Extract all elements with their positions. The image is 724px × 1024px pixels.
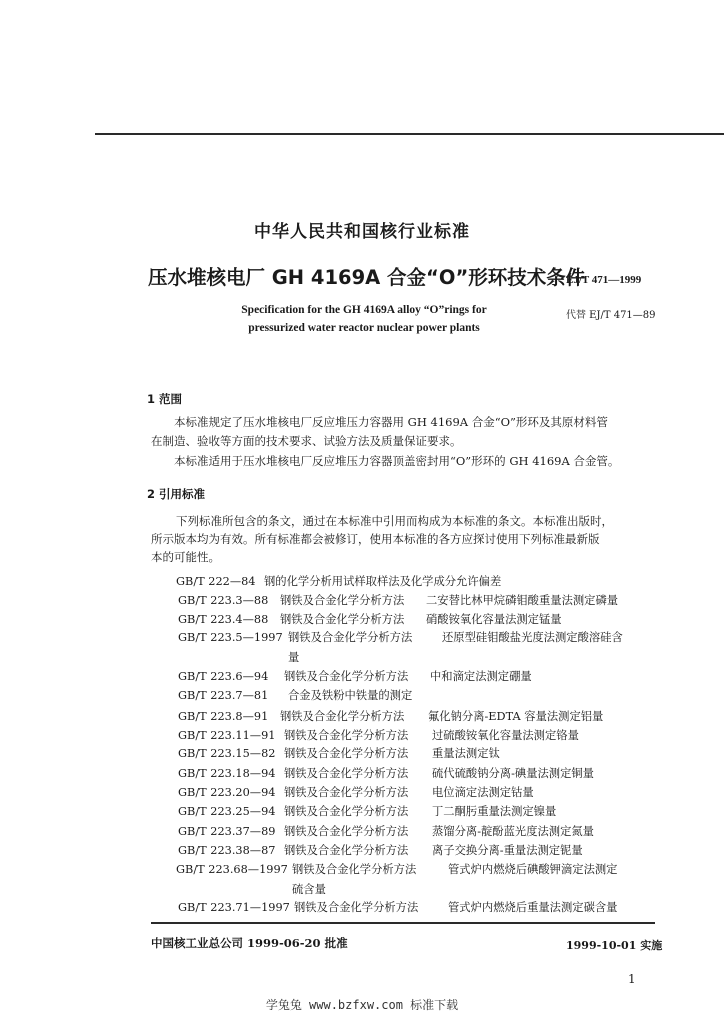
reference-code: GB/T 223.38—87 xyxy=(178,844,276,857)
reference-method: 丁二酮肟重量法测定镍量 xyxy=(432,805,557,818)
reference-method: 硝酸铵氧化容量法测定锰量 xyxy=(426,613,562,626)
reference-code: GB/T 223.7—81 xyxy=(178,689,269,702)
reference-title: 钢铁及合金化学分析方法 xyxy=(284,844,409,857)
reference-title: 钢铁及合金化学分析方法 xyxy=(288,631,413,644)
refs-intro-line3: 本的可能性。 xyxy=(151,550,220,564)
reference-method: 过硫酸铵氧化容量法测定铬量 xyxy=(432,729,579,742)
reference-method: 还原型硅钼酸盐光度法测定酸溶硅含 xyxy=(442,631,623,644)
bottom-rule xyxy=(151,922,655,924)
reference-method: 氟化钠分离-EDTA 容量法测定铝量 xyxy=(428,710,604,723)
reference-method: 中和滴定法测定硼量 xyxy=(430,670,532,683)
top-rule xyxy=(95,133,724,135)
reference-title: 钢铁及合金化学分析方法 xyxy=(284,729,409,742)
reference-code: GB/T 223.6—94 xyxy=(178,670,269,683)
reference-code: GB/T 223.4—88 xyxy=(178,613,269,626)
reference-item xyxy=(176,573,501,589)
reference-code: GB/T 223.20—94 xyxy=(178,786,276,799)
reference-title: 钢铁及合金化学分析方法 xyxy=(294,901,419,914)
reference-title: 钢铁及合金化学分析方法 xyxy=(284,786,409,799)
reference-item xyxy=(178,745,500,761)
reference-method: 离子交换分离-重量法测定铌量 xyxy=(432,844,583,857)
reference-method: 电位滴定法测定钴量 xyxy=(432,786,534,799)
reference-title: 钢铁及合金化学分析方法 xyxy=(284,825,409,838)
reference-code: GB/T 223.15—82 xyxy=(178,747,276,760)
reference-code: GB/T 222—84 xyxy=(176,575,256,588)
reference-title: 合金及铁粉中铁量的测定 xyxy=(288,689,413,702)
reference-item xyxy=(178,611,562,627)
watermark-footer: 学兔兔 www.bzfxw.com 标准下载 xyxy=(265,998,459,1012)
reference-item xyxy=(176,861,617,897)
reference-item xyxy=(178,803,556,819)
reference-method: 蒸馏分离-靛酚蓝光度法测定氮量 xyxy=(432,825,594,838)
reference-code: GB/T 223.18—94 xyxy=(178,767,276,780)
reference-method: 重量法测定钛 xyxy=(432,747,500,760)
reference-title: 钢铁及合金化学分析方法 xyxy=(284,747,409,760)
reference-item xyxy=(178,842,583,858)
reference-code: GB/T 223.37—89 xyxy=(178,825,276,838)
reference-item xyxy=(178,727,579,743)
reference-code: GB/T 223.25—94 xyxy=(178,805,276,818)
reference-method: 二安替比林甲烷磷钼酸重量法测定磷量 xyxy=(426,594,619,607)
reference-item xyxy=(178,765,594,781)
reference-title: 钢铁及合金化学分析方法 xyxy=(292,863,417,876)
reference-method-continued: 硫含量 xyxy=(292,883,326,896)
reference-title: 钢铁及合金化学分析方法 xyxy=(284,805,409,818)
reference-method-continued: 量 xyxy=(288,651,300,664)
english-title-line1: Specification for the GH 4169A alloy “O”rings for xyxy=(241,304,487,316)
reference-item xyxy=(178,708,603,724)
standard-title: 压水堆核电厂 GH 4169A 合金“O”形环技术条件 xyxy=(148,266,586,289)
reference-item xyxy=(178,668,532,684)
reference-title: 钢的化学分析用试样取样法及化学成分允许偏差 xyxy=(264,575,502,588)
reference-code: GB/T 223.11—91 xyxy=(178,729,276,742)
reference-code: GB/T 223.68—1997 xyxy=(176,863,288,876)
reference-code: GB/T 223.71—1997 xyxy=(178,901,290,914)
approval-statement: 中国核工业总公司 1999-06-20 批准 xyxy=(151,936,348,950)
reference-title: 钢铁及合金化学分析方法 xyxy=(280,594,405,607)
reference-item xyxy=(178,687,412,703)
standard-number: EJ/T 471—1999 xyxy=(566,274,642,286)
reference-item xyxy=(178,592,618,608)
english-title-line2: pressurized water reactor nuclear power plants xyxy=(248,322,480,334)
refs-intro-line2: 所示版本均为有效。所有标准都会被修订，使用本标准的各方应探讨使用下列标准最新版 xyxy=(151,532,600,546)
reference-method: 管式炉内燃烧后碘酸钾滴定法测定 xyxy=(448,863,618,876)
reference-code: GB/T 223.8—91 xyxy=(178,710,269,723)
effective-date: 1999-10-01 实施 xyxy=(566,939,663,952)
reference-title: 钢铁及合金化学分析方法 xyxy=(284,670,409,683)
scope-para2: 本标准适用于压水堆核电厂反应堆压力容器顶盖密封用“O”形环的 GH 4169A 合金管。 xyxy=(174,454,620,468)
reference-method: 管式炉内燃烧后重量法测定碳含量 xyxy=(448,901,618,914)
reference-item xyxy=(178,629,623,665)
scope-para1-line2: 在制造、验收等方面的技术要求、试验方法及质量保证要求。 xyxy=(151,434,462,448)
reference-item xyxy=(178,784,534,800)
reference-title: 钢铁及合金化学分析方法 xyxy=(280,613,405,626)
issuing-authority: 中华人民共和国核行业标准 xyxy=(254,222,470,242)
refs-intro-line1: 下列标准所包含的条文，通过在本标准中引用而构成为本标准的条文。本标准出版时， xyxy=(176,514,613,528)
reference-code: GB/T 223.3—88 xyxy=(178,594,269,607)
reference-item xyxy=(178,899,617,915)
reference-title: 钢铁及合金化学分析方法 xyxy=(280,710,405,723)
replaces-standard: 代替 EJ/T 471—89 xyxy=(566,310,656,321)
scope-para1-line1: 本标准规定了压水堆核电厂反应堆压力容器用 GH 4169A 合金“O”形环及其原材料管 xyxy=(174,415,608,429)
reference-title: 钢铁及合金化学分析方法 xyxy=(284,767,409,780)
reference-method: 硫代硫酸钠分离-碘量法测定铜量 xyxy=(432,767,594,780)
page-number: 1 xyxy=(628,972,636,986)
section-2-heading: 2 引用标准 xyxy=(147,487,206,501)
section-1-heading: 1 范围 xyxy=(147,392,183,406)
reference-code: GB/T 223.5—1997 xyxy=(178,631,283,644)
reference-item xyxy=(178,823,594,839)
